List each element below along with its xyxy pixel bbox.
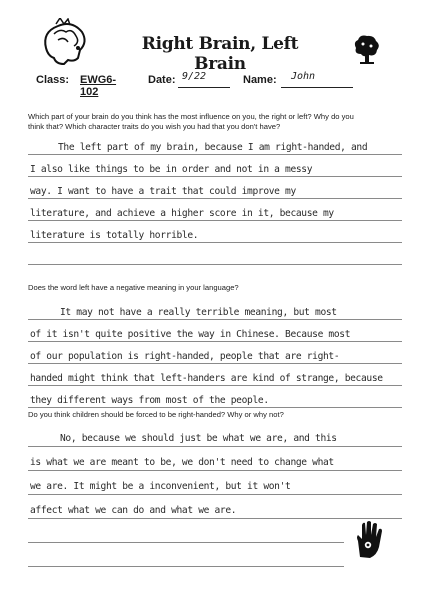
name-label: Name: xyxy=(243,74,277,86)
answer-rule xyxy=(28,242,402,243)
answer-rule xyxy=(28,385,402,386)
answer-1-line: way. I want to have a trait that could improve my xyxy=(30,186,296,197)
answer-rule xyxy=(28,494,402,495)
date-label: Date: xyxy=(148,74,176,86)
question-3-line-1: Do you think children should be forced to be right-handed? Why or why not? xyxy=(28,410,284,419)
answer-rule xyxy=(28,198,402,199)
hand-icon xyxy=(352,519,386,559)
answer-2-line: It may not have a really terrible meaning, but most xyxy=(60,307,337,318)
date-underline xyxy=(178,87,230,88)
name-field xyxy=(243,71,316,86)
worksheet-title: Right Brain, Left Brain xyxy=(141,34,299,74)
class-label: Class: xyxy=(36,74,70,86)
question-2 xyxy=(28,283,400,293)
answer-1-line: literature, and achieve a higher score in it, because my xyxy=(30,208,334,219)
answer-1-line: literature is totally horrible. xyxy=(30,230,199,241)
date-field xyxy=(148,71,207,86)
question-1-line-2: think that? Which character traits do you wish you had that you don't have? xyxy=(28,122,281,131)
answer-rule xyxy=(28,341,402,342)
answer-rule xyxy=(28,470,402,471)
answer-1-line: I also like things to be in order and not in a messy xyxy=(30,164,313,175)
answer-3-line: affect what we can do and what we are. xyxy=(30,505,237,516)
answer-rule xyxy=(28,542,344,543)
answer-3-line: we are. It might be a inconvenient, but it won't xyxy=(30,481,291,492)
brain-head-logo-icon xyxy=(38,18,90,66)
class-field xyxy=(36,74,117,98)
name-value: John xyxy=(291,71,316,82)
question-1 xyxy=(28,112,400,132)
answer-rule xyxy=(28,566,344,567)
name-underline xyxy=(281,87,353,88)
answer-rule xyxy=(28,407,402,408)
answer-rule xyxy=(28,319,402,320)
answer-2-line: of our population is right-handed, people that are right- xyxy=(30,351,340,362)
question-2-line-1: Does the word left have a negative meaning in your language? xyxy=(28,283,239,292)
date-value: 9/22 xyxy=(182,71,207,82)
class-value: EWG6-102 xyxy=(80,74,117,98)
answer-2-line: handed might think that left-handers are kind of strange, because xyxy=(30,373,383,384)
answer-2-line: of it isn't quite positive the way in Chinese. Because most xyxy=(30,329,351,340)
answer-rule xyxy=(28,446,402,447)
answer-1-line: The left part of my brain, because I am right-handed, and xyxy=(58,142,368,153)
answer-rule xyxy=(28,154,402,155)
tree-logo-icon xyxy=(352,32,382,66)
answer-rule xyxy=(28,176,402,177)
answer-3-line: No, because we should just be what we are, and this xyxy=(60,433,337,444)
question-1-line-1: Which part of your brain do you think has the most influence on you, the right or left? Why do you xyxy=(28,112,354,121)
question-3 xyxy=(28,410,400,420)
answer-rule xyxy=(28,363,402,364)
answer-3-line: is what we are meant to be, we don't need to change what xyxy=(30,457,334,468)
answer-rule xyxy=(28,264,402,265)
answer-rule xyxy=(28,518,402,519)
answer-2-line: they different ways from most of the people. xyxy=(30,395,269,406)
answer-rule xyxy=(28,220,402,221)
